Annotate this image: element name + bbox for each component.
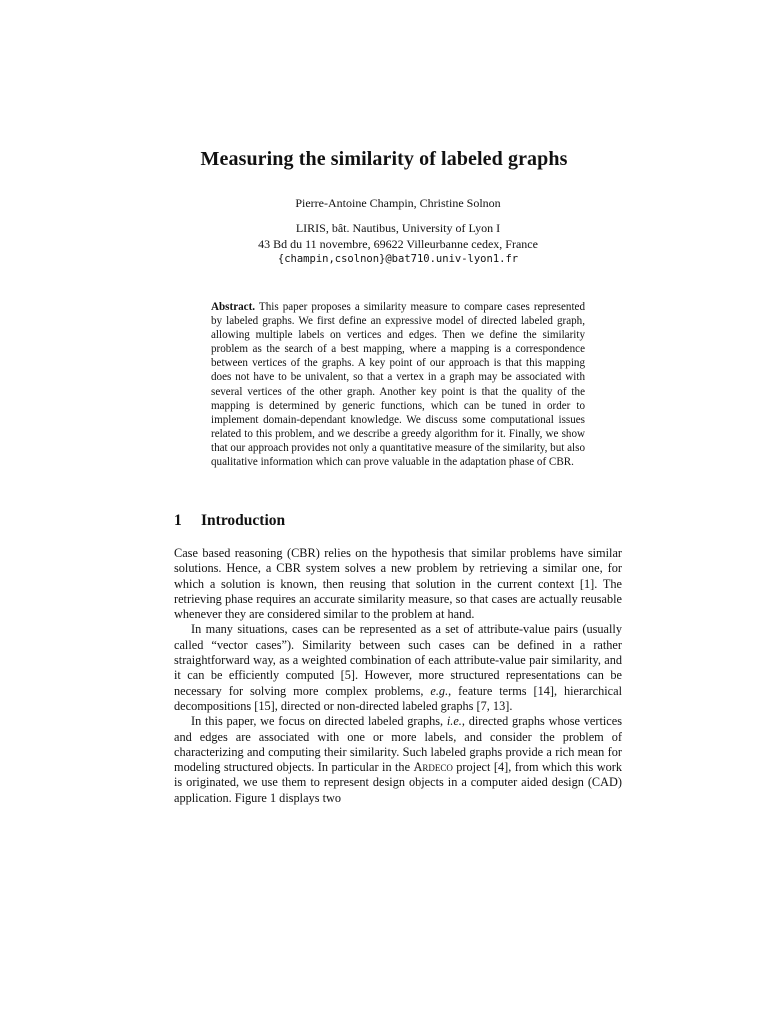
paragraph-3-ie: i.e.	[446, 714, 462, 729]
paragraph-2-text-b: , feature terms [14], hierarchical decompositions [15], directed or non-directed labeled graphs [7, 13].	[174, 683, 622, 713]
author-list: Pierre-Antoine Champin, Christine Solnon	[295, 196, 501, 210]
section-title: Introduction	[201, 512, 286, 529]
affiliation-line: LIRIS, bât. Nautibus, University of Lyon I	[295, 221, 501, 235]
paragraph-3-text-b: , directed graphs whose vertices and edges are associated with one or more labels, and consider the problem of characterizing and computing their similarity. Such labeled graphs provide a rich mean for modeling structured objects. In particular in the	[174, 714, 622, 775]
section-body	[174, 546, 622, 806]
paragraph-2	[174, 622, 622, 714]
paragraph-2-text-a: In many situations, cases can be represented as a set of attribute-value pairs (usually called “vector cases”). Similarity between such cases can be defined in a rather straightforward way, as a weighted combination of each attribute-value pair similarity, and it can be efficiently computed [5]. However, more structured representations can be necessary for solving more complex problems,	[174, 622, 622, 698]
paragraph-2-eg: e.g.	[430, 683, 449, 698]
paper-title: Measuring the similarity of labeled graphs	[200, 148, 568, 170]
section-heading	[174, 512, 285, 530]
project-name: Ardeco	[413, 760, 453, 775]
abstract	[211, 300, 585, 469]
section-number: 1	[174, 512, 182, 529]
paragraph-3	[174, 714, 622, 806]
affiliation-block	[0, 221, 768, 268]
abstract-text: This paper proposes a similarity measure to compare cases represented by labeled graphs. We first define an expressive model of directed labeled graph, allowing multiple labels on vertices and edges. Then we define the similarity problem as the search of a best mapping, where a mapping is a correspondence between vertices of the graphs. A key point of our approach is that this mapping does not have to be univalent, so that a vertex in a graph may be associated with several vertices of the other graph. Another key point is that the quality of the mapping is determined by generic functions, which can be tuned in order to implement domain-dependant knowledge. We discuss some computational issues related to this problem, and we describe a greedy algorithm for it. Finally, we show that our approach provides not only a quantitative measure of the similarity, but also qualitative information which can prove valuable in the adaptation phase of CBR.	[211, 301, 585, 469]
address-line: 43 Bd du 11 novembre, 69622 Villeurbanne cedex, France	[258, 236, 538, 251]
paragraph-1: Case based reasoning (CBR) relies on the hypothesis that similar problems have similar solutions. Hence, a CBR system solves a new problem by retrieving a similar one, for which a solution is known, then reusing that solution in the current context [1]. The retrieving phase requires an accurate similarity measure, so that cases are actually reusable whenever they are considered similar to the problem at hand.	[174, 546, 622, 622]
abstract-label: Abstract.	[211, 301, 256, 313]
paragraph-3-text-c: project [4], from which this work is originated, we use them to represent design objects in a computer aided design (CAD) application. Figure 1 displays two	[174, 760, 622, 805]
email-line: {champin,csolnon}@bat710.univ-lyon1.fr	[277, 253, 519, 265]
paragraph-3-text-a: In this paper, we focus on directed labeled graphs,	[191, 714, 447, 729]
